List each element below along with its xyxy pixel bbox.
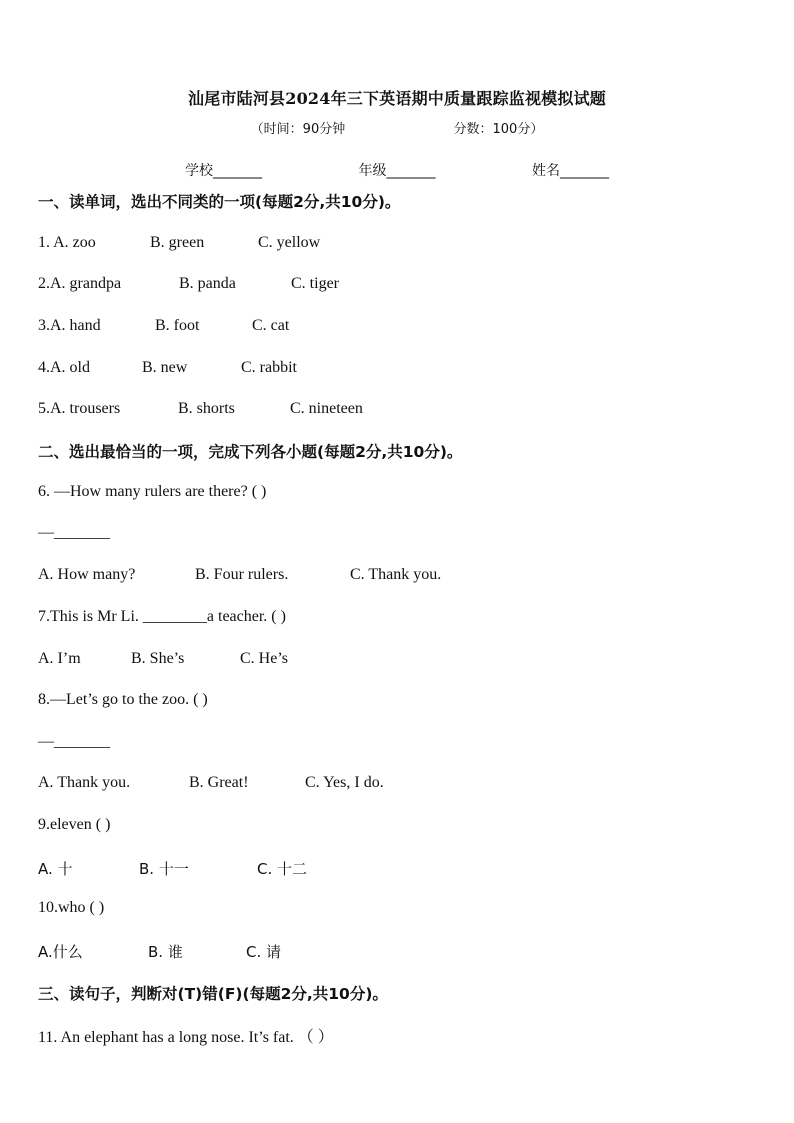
question-10-stem: 10.who ( ) <box>38 899 105 916</box>
q2-option-b: B. panda <box>179 275 236 292</box>
section-3-heading: 三、读句子，判断对(T)错(F)(每题2分,共10分)。 <box>38 985 388 1003</box>
q8-option-a: A. Thank you. <box>38 774 131 791</box>
q3-option-c: C. cat <box>252 317 290 334</box>
q3-option-b: B. foot <box>155 317 200 334</box>
q4-option-c: C. rabbit <box>241 359 297 376</box>
q4-option-b: B. new <box>142 359 188 376</box>
question-7-stem: 7.This is Mr Li. ________a teacher. ( ) <box>38 608 286 625</box>
question-8-options <box>38 774 384 792</box>
name-field: 姓名_______ <box>531 163 609 179</box>
question-1 <box>38 234 320 252</box>
question-4 <box>38 359 297 377</box>
q7-option-b: B. She’s <box>131 650 185 667</box>
q6-option-c: C. Thank you. <box>350 566 442 583</box>
question-3 <box>38 317 289 335</box>
q2-option-c: C. tiger <box>291 275 339 292</box>
q6-option-b: B. Four rulers. <box>195 566 289 583</box>
page-title: 汕尾市陆河县2024年三下英语期中质量跟踪监视模拟试题 <box>188 89 606 108</box>
q3-option-a: 3.A. hand <box>38 317 101 334</box>
q2-option-a: 2.A. grandpa <box>38 275 122 292</box>
q7-option-a: A. I’m <box>38 650 81 667</box>
q5-option-a: 5.A. trousers <box>38 400 121 417</box>
q5-option-b: B. shorts <box>178 400 235 417</box>
section-2-heading: 二、选出最恰当的一项，完成下列各小题(每题2分,共10分)。 <box>38 443 463 461</box>
q1-option-b: B. green <box>150 234 205 251</box>
q10-option-a: A.什么 <box>38 943 83 961</box>
q9-option-c: C. 十二 <box>257 860 308 878</box>
q10-option-c: C. 请 <box>246 943 282 961</box>
q6-option-a: A. How many? <box>38 566 136 583</box>
q9-option-a: A. 十 <box>38 860 73 878</box>
exam-time-score <box>0 118 794 137</box>
question-8-stem: 8.—Let’s go to the zoo. ( ) <box>38 691 208 708</box>
section-1-heading: 一、读单词，选出不同类的一项(每题2分,共10分)。 <box>38 193 401 211</box>
q9-option-b: B. 十一 <box>139 860 189 878</box>
question-5 <box>38 400 363 418</box>
question-6-stem: 6. —How many rulers are there? ( ) <box>38 483 267 500</box>
q1-option-a: 1. A. zoo <box>38 234 96 251</box>
question-9-stem: 9.eleven ( ) <box>38 816 111 833</box>
question-6-answer-blank: —_______ <box>38 524 110 541</box>
question-2 <box>38 275 339 293</box>
q7-option-c: C. He’s <box>240 650 288 667</box>
question-6-options <box>38 566 441 584</box>
exam-score: 分数：100分） <box>453 122 544 137</box>
q1-option-c: C. yellow <box>258 234 321 251</box>
question-8-answer-blank: —_______ <box>38 733 110 750</box>
student-info <box>0 160 794 180</box>
grade-field: 年级_______ <box>358 163 436 179</box>
q8-option-b: B. Great! <box>189 774 249 791</box>
question-7-options <box>38 650 288 668</box>
question-11-stem: 11. An elephant has a long nose. It’s fat. （ ） <box>38 1029 334 1046</box>
q10-option-b: B. 谁 <box>148 943 183 961</box>
q8-option-c: C. Yes, I do. <box>305 774 384 791</box>
exam-time: （时间：90分钟 <box>250 122 346 137</box>
question-9-options <box>38 858 307 879</box>
question-10-options <box>38 941 281 962</box>
school-field: 学校_______ <box>185 163 263 179</box>
q5-option-c: C. nineteen <box>290 400 363 417</box>
q4-option-a: 4.A. old <box>38 359 90 376</box>
